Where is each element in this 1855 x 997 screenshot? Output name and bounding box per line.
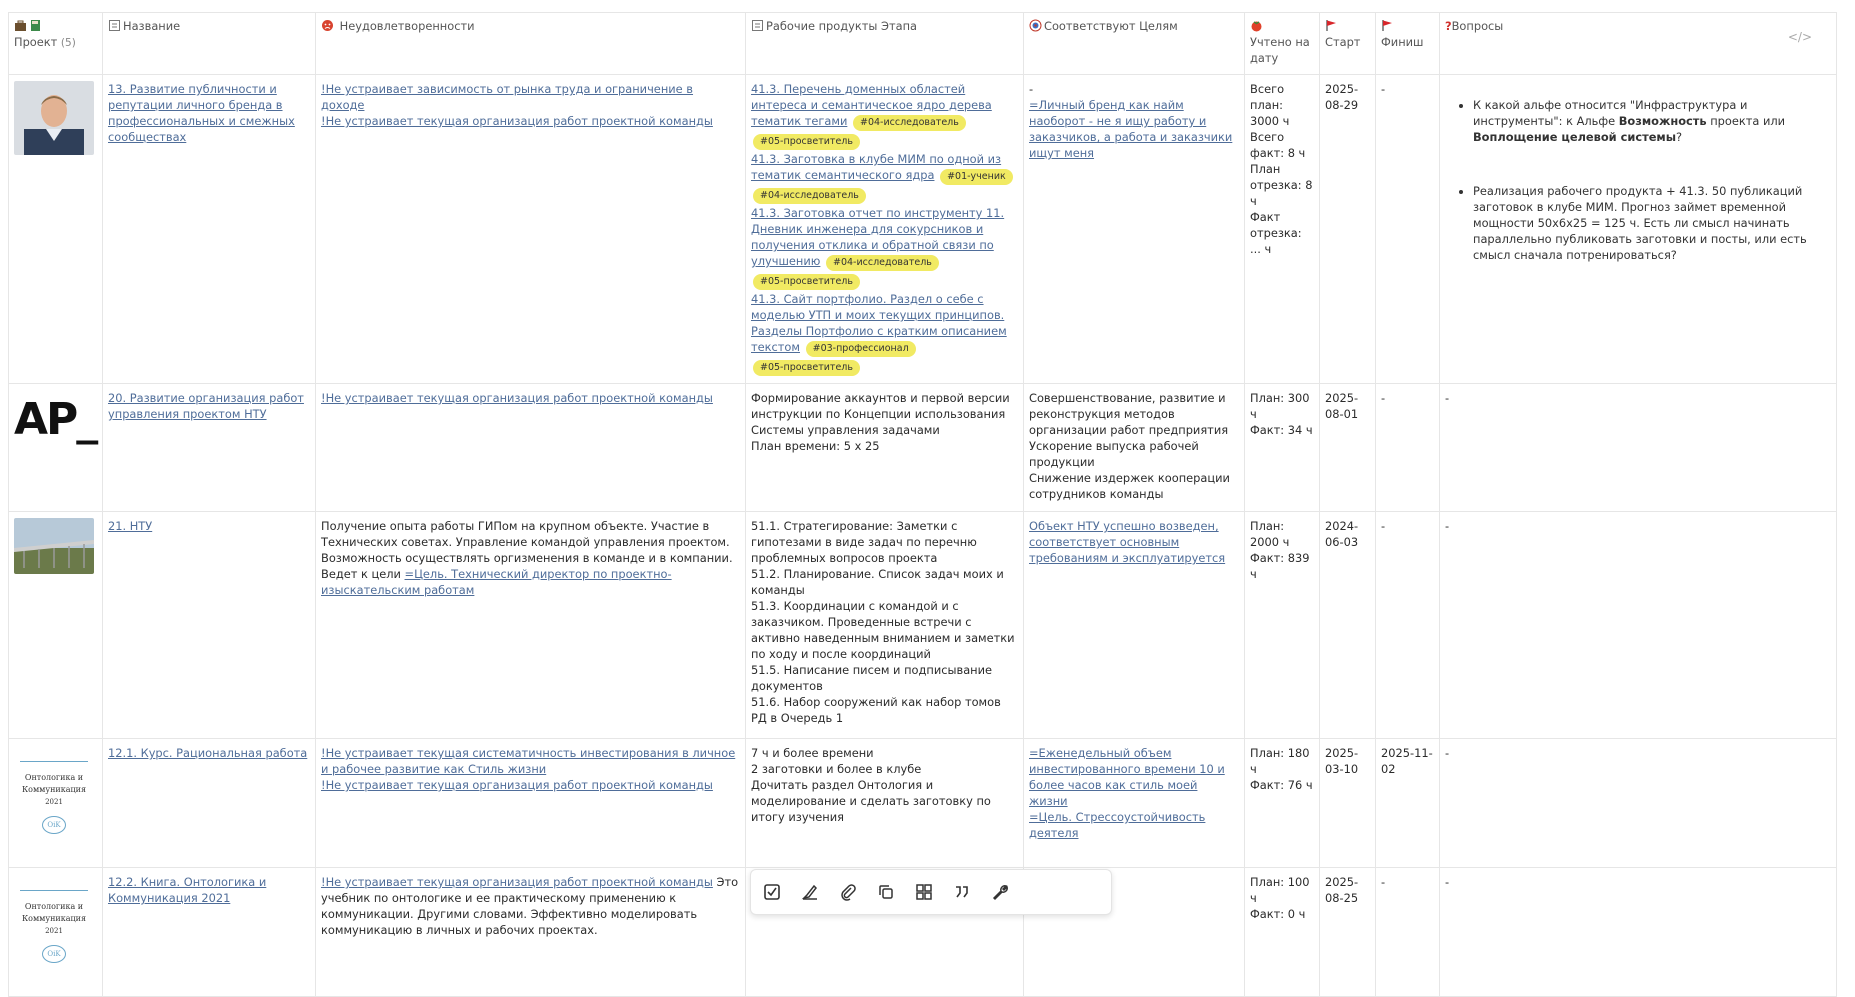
finish-date-cell: 2025-11-02	[1376, 739, 1440, 868]
dissatisfactions-cell	[316, 739, 746, 868]
questions-cell	[1440, 75, 1837, 384]
work-product-link[interactable]: 41.3. Заготовка в клубе МИМ по одной из тематик семантического ядра	[751, 152, 1002, 182]
goal-text: Совершенствование, развитие и реконструкция методов организации работ предприятия	[1029, 391, 1229, 437]
dissatisfactions-cell	[316, 384, 746, 512]
tag-badge[interactable]: #01-ученик	[940, 169, 1013, 185]
start-date-cell: 2025-08-29	[1320, 75, 1376, 384]
projects-table-container	[8, 12, 1836, 958]
goal-text: Снижение издержек кооперации сотрудников команды	[1029, 471, 1230, 501]
project-thumbnail-cell	[9, 739, 103, 868]
col-finish-label: Финиш	[1381, 35, 1424, 49]
tag-badge[interactable]: #05-просветитель	[753, 274, 860, 290]
start-date-cell: 2025-03-10	[1320, 739, 1376, 868]
col-finish[interactable]	[1376, 13, 1440, 75]
counted-cell	[1245, 512, 1320, 739]
dissatisfaction-link[interactable]: !Не устраивает зависимость от рынка труда и ограничение в доходе	[321, 82, 694, 112]
col-name[interactable]	[103, 13, 316, 75]
fact-total: Всего факт: 8 ч	[1250, 130, 1306, 160]
project-name-link[interactable]: 12.1. Курс. Рациональная работа	[108, 746, 308, 760]
col-name-label: Название	[123, 19, 181, 33]
project-thumbnail-cell	[9, 384, 103, 512]
work-product-text: Формирование аккаунтов и первой версии инструкции по Концепции использования Системы управления задачами	[751, 391, 1010, 437]
counted-cell	[1245, 868, 1320, 997]
goals-cell	[1024, 75, 1245, 384]
dissatisfaction-text: Получение опыта работы ГИПом на крупном объекте. Участие в Технических советах. Управление командой управления проектом. Возможность осуществлять оргизменения в команде и в компании. Ведет к цели	[321, 519, 733, 581]
bridge-photo	[14, 518, 94, 574]
table-row	[9, 384, 1837, 512]
work-product-item	[751, 291, 1018, 377]
project-name-cell	[103, 384, 316, 512]
goal-link[interactable]: Объект НТУ успешно возведен, соответствует основным требованиям и эксплуатируется	[1029, 519, 1226, 565]
note-icon	[751, 19, 766, 33]
dissatisfaction-link[interactable]: !Не устраивает текущая организация работ проектной команды	[321, 391, 713, 405]
fact-total: Факт: 34 ч	[1250, 423, 1313, 437]
table-row	[9, 512, 1837, 739]
tag-badge[interactable]: #05-просветитель	[753, 134, 860, 150]
dissatisfactions-cell	[316, 868, 746, 997]
project-name-cell	[103, 739, 316, 868]
col-project-label: Проект	[14, 35, 58, 49]
work-product-text: 51.2. Планирование. Список задач моих и команды	[751, 567, 1004, 597]
col-questions-label: Вопросы	[1451, 19, 1504, 33]
work-products-cell	[746, 512, 1024, 739]
plan-total: План: 300 ч	[1250, 391, 1310, 421]
goal-link[interactable]: =Еженедельный объем инвестированного времени 10 и более часов как стиль моей жизни	[1029, 746, 1225, 808]
work-product-link[interactable]: 41.3. Перечень доменных областей интереса и семантическое ядро дерева тематик тегами	[751, 82, 992, 128]
cover-year: 2021	[45, 927, 63, 935]
book-icon	[29, 19, 44, 33]
header-row	[9, 13, 1837, 75]
question-item: • К какой альфе относится "Инфраструктура и инструменты": к Альфе Возможность проекта или Воплощение целевой системы?	[1473, 97, 1831, 145]
project-name-link[interactable]: 21. НТУ	[108, 519, 153, 533]
start-date-cell: 2025-08-25	[1320, 868, 1376, 997]
portrait-image	[14, 81, 94, 155]
plan-segment: План отрезка: 8 ч	[1250, 162, 1313, 208]
quote-icon[interactable]	[947, 877, 977, 907]
questions-cell: -	[1440, 868, 1837, 997]
project-count: (5)	[60, 37, 76, 49]
question-icon: ?	[1445, 19, 1452, 33]
flag-icon	[1381, 19, 1396, 33]
fact-total: Факт: 76 ч	[1250, 778, 1313, 792]
flag-icon	[1325, 19, 1340, 33]
floating-toolbar	[750, 869, 1112, 915]
cover-badge: OiK	[42, 816, 66, 834]
col-counted-label: Учтено на дату	[1250, 35, 1310, 65]
project-name-link[interactable]: 12.2. Книга. Онтологика и Коммуникация 2021	[108, 875, 267, 905]
goal-text: Ускорение выпуска рабочей продукции	[1029, 439, 1199, 469]
work-product-text: 51.3. Координации с командой и с заказчиком. Проведенные встречи с активно наведенным вниманием и заметки по ходу и после координаций	[751, 599, 1015, 661]
book-cover	[14, 749, 94, 861]
project-thumbnail-cell	[9, 75, 103, 384]
note-icon	[108, 19, 123, 33]
project-name-cell	[103, 75, 316, 384]
cover-title: Онтологика и Коммуникация	[21, 773, 87, 794]
project-thumbnail-cell	[9, 512, 103, 739]
ap-logo: AP_	[14, 394, 97, 445]
dissatisfaction-text: Это учебник по онтологике и ее практическому применению к коммуникации. Другими словами. Эффективно моделировать коммуникацию в личных и рабочих проектах.	[321, 875, 739, 937]
projects-table	[8, 12, 1837, 997]
plan-total: Всего план: 3000 ч	[1250, 82, 1290, 128]
work-product-item	[751, 81, 1018, 151]
finish-date-cell: -	[1376, 384, 1440, 512]
goal-link[interactable]: =Цель. Стрессоустойчивость деятеля	[1029, 810, 1206, 840]
work-product-text: Дочитать раздел Онтология и моделирование и сделать заготовку по итогу изучения	[751, 778, 991, 824]
goals-cell	[1024, 512, 1245, 739]
work-product-item	[751, 151, 1018, 205]
tomato-icon	[1250, 19, 1265, 33]
tag-badge[interactable]: #04-исследователь	[826, 255, 939, 271]
work-product-item	[751, 205, 1018, 291]
col-goals-label: Соответствуют Целям	[1044, 19, 1178, 33]
dissatisfactions-cell	[316, 75, 746, 384]
col-dissatisfactions-label: Неудовлетворенности	[339, 19, 475, 33]
work-products-cell	[746, 739, 1024, 868]
work-product-text: 2 заготовки и более в клубе	[751, 762, 922, 776]
book-cover	[14, 878, 94, 990]
tag-badge[interactable]: #05-просветитель	[753, 360, 860, 376]
questions-cell: -	[1440, 739, 1837, 868]
dissatisfaction-link[interactable]: !Не устраивает текущая организация работ проектной команды	[321, 114, 713, 128]
col-start-label: Старт	[1325, 35, 1361, 49]
checkbox-icon[interactable]	[757, 877, 787, 907]
col-counted[interactable]	[1245, 13, 1320, 75]
question-item: • Реализация рабочего продукта + 41.3. 50 публикаций заготовок в клубе МИМ. Прогноз займет временной мощности 50х6х25 = 125 ч. Есть ли смысл начинать параллельно публиковать заготовки и посты, или есть смысл сначала потренироваться?	[1473, 183, 1831, 263]
work-product-text: 51.5. Написание писем и подписывание документов	[751, 663, 993, 693]
fact-total: Факт: 0 ч	[1250, 907, 1306, 921]
goals-dash: -	[1029, 82, 1034, 96]
table-row	[9, 739, 1837, 868]
col-work-products[interactable]	[746, 13, 1024, 75]
finish-date-cell: -	[1376, 75, 1440, 384]
col-questions[interactable]	[1440, 13, 1837, 75]
cover-title: Онтологика и Коммуникация	[21, 902, 87, 923]
fact-total: Факт: 839 ч	[1250, 551, 1310, 581]
copy-icon[interactable]	[871, 877, 901, 907]
project-thumbnail-cell	[9, 868, 103, 997]
questions-cell: -	[1440, 384, 1837, 512]
goals-cell	[1024, 384, 1245, 512]
tag-badge[interactable]: #04-исследователь	[753, 188, 866, 204]
code-view-icon[interactable]: </>	[1787, 30, 1812, 44]
work-product-text: План времени: 5 х 25	[751, 439, 880, 453]
briefcase-icon	[14, 19, 29, 33]
work-products-cell	[746, 75, 1024, 384]
work-product-text: 51.1. Стратегирование: Заметки с гипотезами в виде задач по перечню проблемных вопросов проекта	[751, 519, 977, 565]
work-product-text: 7 ч и более времени	[751, 746, 874, 760]
col-project[interactable]	[9, 13, 103, 75]
start-date-cell: 2025-08-01	[1320, 384, 1376, 512]
paperclip-icon[interactable]	[833, 877, 863, 907]
project-name-link[interactable]: 13. Развитие публичности и репутации личного бренда в профессиональных и смежных сообществах	[108, 82, 295, 144]
questions-cell: -	[1440, 512, 1837, 739]
tag-badge[interactable]: #03-профессионал	[806, 341, 916, 357]
table-row	[9, 75, 1837, 384]
plan-total: План: 100 ч	[1250, 875, 1310, 905]
fact-segment: Факт отрезка: ... ч	[1250, 210, 1302, 256]
cover-badge: OiK	[42, 945, 66, 963]
work-product-text: 51.6. Набор сооружений как набор томов РД в Очередь 1	[751, 695, 1001, 725]
work-products-cell	[746, 384, 1024, 512]
project-name-link[interactable]: 20. Развитие организация работ управления проектом НТУ	[108, 391, 304, 421]
tag-badge[interactable]: #04-исследователь	[853, 115, 966, 131]
target-icon	[1029, 19, 1044, 33]
project-name-cell	[103, 868, 316, 997]
goal-link[interactable]: =Личный бренд как найм наоборот - не я ищу работу и заказчиков, а работа и заказчики ищут меня	[1029, 98, 1233, 160]
plan-total: План: 2000 ч	[1250, 519, 1290, 549]
counted-cell	[1245, 739, 1320, 868]
wrench-icon[interactable]	[985, 877, 1015, 907]
counted-cell	[1245, 75, 1320, 384]
start-date-cell: 2024-06-03	[1320, 512, 1376, 739]
dissatisfaction-link[interactable]: !Не устраивает текущая систематичность инвестирования в личное и рабочее развитие как Стиль жизни	[321, 746, 736, 776]
col-start[interactable]	[1320, 13, 1376, 75]
dissatisfaction-link[interactable]: !Не устраивает текущая организация работ проектной команды	[321, 778, 713, 792]
work-product-link[interactable]: 41.3. Сайт портфолио. Раздел о себе с моделью УТП и моих текущих принципов. Разделы Портфолио с кратким описанием текстом	[751, 292, 1007, 354]
plan-total: План: 180 ч	[1250, 746, 1310, 776]
work-product-link[interactable]: 41.3. Заготовка отчет по инструменту 11. Дневник инженера для сокурсников и получения отклика и обратной связи по улучшению	[751, 206, 1005, 268]
dissatisfaction-link[interactable]: !Не устраивает текущая организация работ проектной команды	[321, 875, 713, 889]
counted-cell	[1245, 384, 1320, 512]
project-name-cell	[103, 512, 316, 739]
goal-link[interactable]: =Цель. Технический директор по проектно-изыскательским работам	[321, 567, 672, 597]
blocks-icon[interactable]	[909, 877, 939, 907]
col-goals[interactable]	[1024, 13, 1245, 75]
angry-face-icon	[321, 19, 336, 33]
dissatisfactions-cell	[316, 512, 746, 739]
col-work-products-label: Рабочие продукты Этапа	[766, 19, 917, 33]
questions-list	[1445, 97, 1831, 263]
col-dissatisfactions[interactable]	[316, 13, 746, 75]
cover-year: 2021	[45, 798, 63, 806]
goals-cell	[1024, 739, 1245, 868]
highlighter-icon[interactable]	[795, 877, 825, 907]
finish-date-cell: -	[1376, 512, 1440, 739]
finish-date-cell: -	[1376, 868, 1440, 997]
